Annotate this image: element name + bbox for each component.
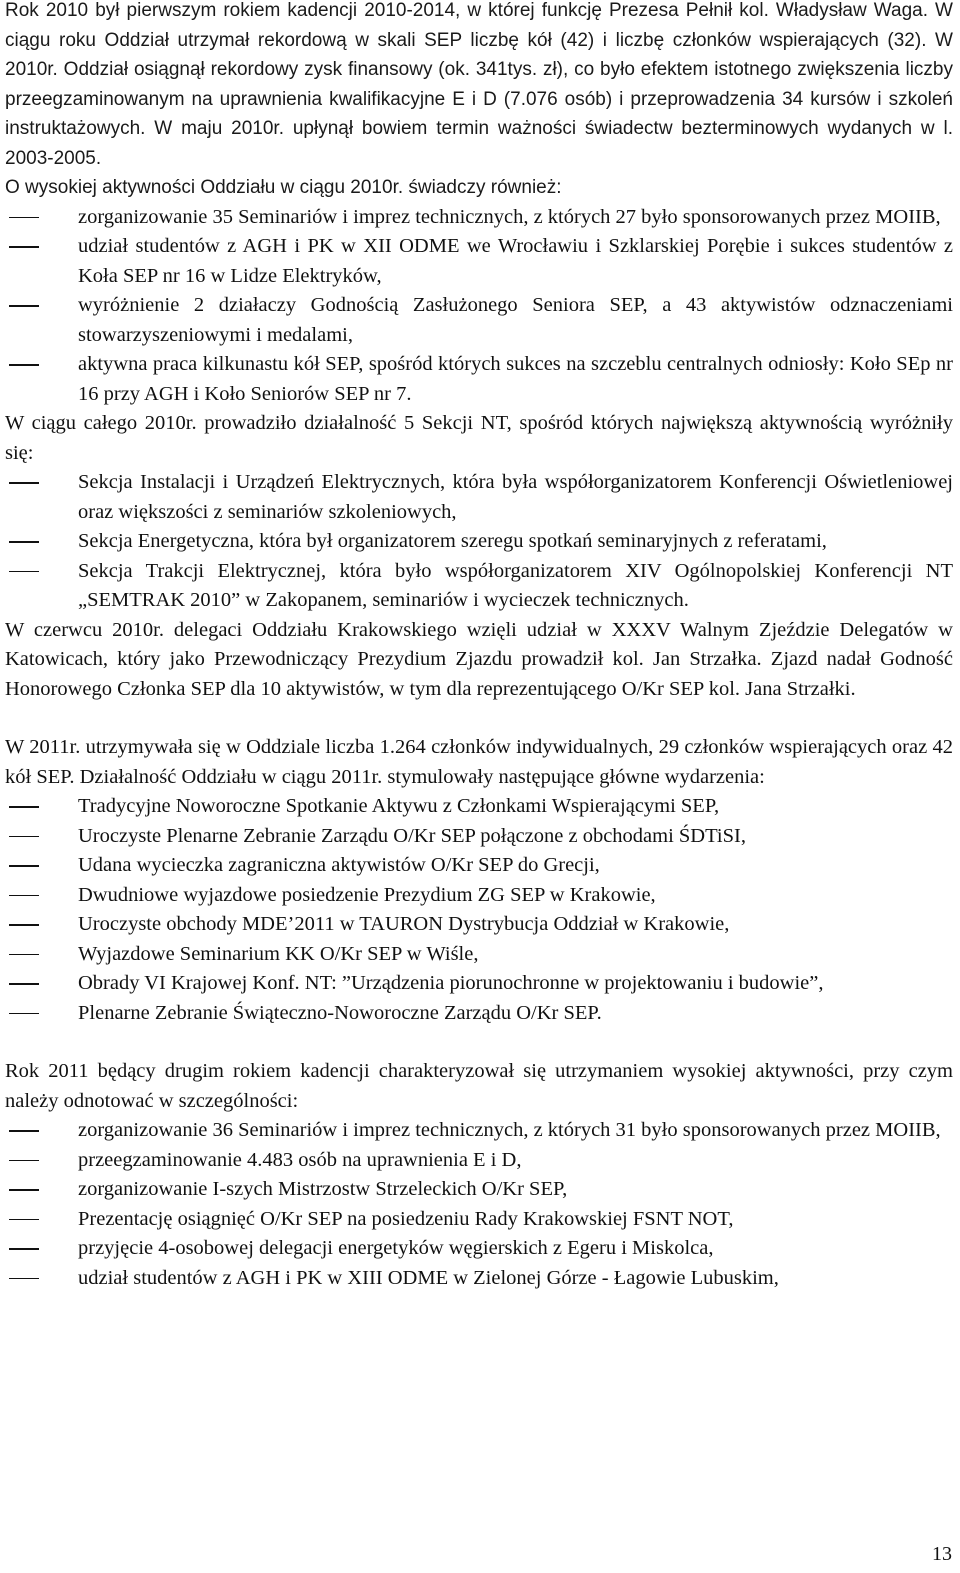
dash-bullet	[9, 1248, 39, 1250]
dash-bullet	[9, 364, 39, 366]
list-item: Tradycyjne Noworoczne Spotkanie Aktywu z Członkami Wspierającymi SEP,	[5, 792, 953, 822]
dash-bullet	[9, 305, 39, 307]
list-item: przeegzaminowanie 4.483 osób na uprawnienia E i D,	[5, 1146, 953, 1176]
spacer	[5, 704, 953, 733]
list-item: Sekcja Trakcji Elektrycznej, która było współorganizatorem XIV Ogólnopolskiej Konferencji NT „SEMTRAK 2010” w Zakopanem, seminariów i wycieczek technicznych.	[5, 557, 953, 616]
list-item: udział studentów z AGH i PK w XIII ODME w Zielonej Górze - Łagowie Lubuskim,	[5, 1264, 953, 1294]
activity-2010-list	[5, 203, 953, 410]
events-2011-list	[5, 792, 953, 1028]
dash-bullet	[9, 1189, 39, 1191]
dash-bullet	[9, 1219, 39, 1221]
dash-bullet	[9, 924, 39, 926]
dash-bullet	[9, 1130, 39, 1132]
dash-bullet	[9, 246, 39, 248]
list-item: Obrady VI Krajowej Konf. NT: ”Urządzenia piorunochronne w projektowaniu i budowie”,	[5, 969, 953, 999]
dash-bullet	[9, 1160, 39, 1162]
activity-2011-list	[5, 1116, 953, 1293]
dash-bullet	[9, 571, 39, 573]
list-item: Plenarne Zebranie Świąteczno-Noworoczne Zarządu O/Kr SEP.	[5, 999, 953, 1029]
list-item: Sekcja Energetyczna, która był organizatorem szeregu spotkań seminaryjnych z referatami,	[5, 527, 953, 557]
list-item: przyjęcie 4-osobowej delegacji energetyków węgierskich z Egeru i Miskolca,	[5, 1234, 953, 1264]
dash-bullet	[9, 1013, 39, 1015]
list-item: Uroczyste Plenarne Zebranie Zarządu O/Kr SEP połączone z obchodami ŚDTiSI,	[5, 822, 953, 852]
dash-bullet	[9, 806, 39, 808]
document-page	[5, 0, 953, 1293]
list-item: Dwudniowe wyjazdowe posiedzenie Prezydium ZG SEP w Krakowie,	[5, 881, 953, 911]
sections-intro: W ciągu całego 2010r. prowadziło działalność 5 Sekcji NT, spośród których największą aktywnością wyróżniły się:	[5, 412, 953, 464]
dash-bullet	[9, 482, 39, 484]
list-item: zorganizowanie I-szych Mistrzostw Strzeleckich O/Kr SEP,	[5, 1175, 953, 1205]
intro-activity-lead: O wysokiej aktywności Oddziału w ciągu 2010r. świadczy również:	[5, 177, 562, 198]
dash-bullet	[9, 895, 39, 897]
intro-2011b-paragraph: Rok 2011 będący drugim rokiem kadencji charakteryzował się utrzymaniem wysokiej aktywności, przy czym należy odnotować w szczególności:	[5, 1060, 953, 1112]
june-2010-paragraph: W czerwcu 2010r. delegaci Oddziału Krakowskiego wzięli udział w XXXV Walnym Zjeździe Delegatów w Katowicach, który jako Przewodniczący Prezydium Zjazdu prowadził kol. Jan Strzałka. Zjazd nadał Godność Honorowego Członka SEP dla 10 aktywistów, w tym dla reprezentującego O/Kr SEP kol. Jana Strzałki.	[5, 618, 953, 700]
page-number: 13	[932, 1542, 952, 1565]
dash-bullet	[9, 983, 39, 985]
dash-bullet	[9, 217, 39, 219]
sections-2010-list	[5, 468, 953, 616]
list-item: zorganizowanie 35 Seminariów i imprez technicznych, z których 27 było sponsorowanych przez MOIIB,	[5, 203, 953, 233]
list-item: aktywna praca kilkunastu kół SEP, spośród których sukces na szczeblu centralnych odniosły: Koło SEp nr 16 przy AGH i Koło Seniorów SEP nr 7.	[5, 350, 953, 409]
list-item: Uroczyste obchody MDE’2011 w TAURON Dystrybucja Oddział w Krakowie,	[5, 910, 953, 940]
list-item: Wyjazdowe Seminarium KK O/Kr SEP w Wiśle,	[5, 940, 953, 970]
list-item: wyróżnienie 2 działaczy Godnością Zasłużonego Seniora SEP, a 43 aktywistów odznaczeniami stowarzyszeniowymi i medalami,	[5, 291, 953, 350]
dash-bullet	[9, 541, 39, 543]
spacer	[5, 1028, 953, 1057]
dash-bullet	[9, 836, 39, 838]
list-item: Udana wycieczka zagraniczna aktywistów O/Kr SEP do Grecji,	[5, 851, 953, 881]
intro-paragraph: Rok 2010 był pierwszym rokiem kadencji 2010-2014, w której funkcję Prezesa Pełnił kol. Władysław Waga. W ciągu roku Oddział utrzymał rekordową w skali SEP liczbę kół (42) i liczbę członków wspierających (32). W 2010r. Oddział osiągnął rekordowy zysk finansowy (ok. 341tys. zł), co było efektem istotnego zwiększenia liczby przeegzaminowanym na uprawnienia kwalifikacyjne E i D (7.076 osób) i przeprowadzenia 34 kursów i szkoleń instruktażowych. W maju 2010r. upłynął bowiem termin ważności świadectw bezterminowych wydanych w l. 2003-2005.	[5, 0, 953, 169]
dash-bullet	[9, 954, 39, 956]
list-item: Sekcja Instalacji i Urządzeń Elektrycznych, która była współorganizatorem Konferencji Oświetleniowej oraz większości z seminariów szkoleniowych,	[5, 468, 953, 527]
intro-2011-paragraph: W 2011r. utrzymywała się w Oddziale liczba 1.264 członków indywidualnych, 29 członków wspierających oraz 42 kół SEP. Działalność Oddziału w ciągu 2011r. stymulowały następujące główne wydarzenia:	[5, 736, 953, 788]
list-item: zorganizowanie 36 Seminariów i imprez technicznych, z których 31 było sponsorowanych przez MOIIB,	[5, 1116, 953, 1146]
list-item: Prezentację osiągnięć O/Kr SEP na posiedzeniu Rady Krakowskiej FSNT NOT,	[5, 1205, 953, 1235]
dash-bullet	[9, 1278, 39, 1280]
dash-bullet	[9, 865, 39, 867]
list-item: udział studentów z AGH i PK w XII ODME we Wrocławiu i Szklarskiej Porębie i sukces studentów z Koła SEP nr 16 w Lidze Elektryków,	[5, 232, 953, 291]
